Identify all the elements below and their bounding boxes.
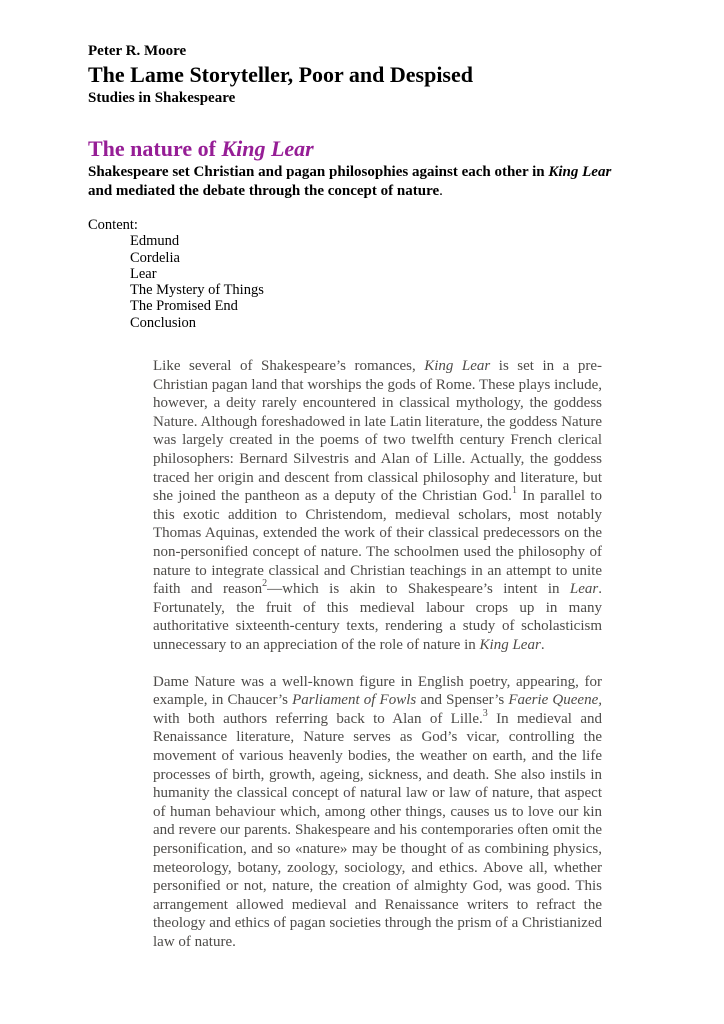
book-title: The Lame Storyteller, Poor and Despised (88, 62, 473, 87)
series-subtitle: Studies in Shakespeare (88, 90, 236, 106)
book-header (88, 41, 612, 108)
contents-item: Lear (130, 265, 157, 282)
contents-item: Conclusion (130, 314, 197, 331)
author-line: Peter R. Moore (88, 43, 187, 59)
contents-block (88, 217, 612, 331)
contents-item: The Promised End (130, 298, 238, 315)
body-text-block (153, 357, 602, 951)
chapter-lede: Shakespeare set Christian and pagan philosophies against each other in King Lear and mediated the debate through the concept of nature. (88, 164, 612, 199)
chapter (88, 136, 612, 951)
body-paragraph-2: Dame Nature was a well-known figure in English poetry, appearing, for example, in Chaucer’s Parliament of Fowls and Spenser’s Faerie Queene, with both authors referring back to Alan of Lille.$^3$ In medieval and Renaissance literature, Nature serves as God’s vicar, controlling the movement of various heavenly bodies, the weather on earth, and the life processes of birth, growth, ageing, sickness, and death. She also instils in humanity the classical concept of natural law or law of nature, that aspect of human behaviour which, among other things, causes us to love our kin and revere our parents. Shakespeare and his contemporaries often omit the personification, and so «nature» may be thought of as combining physics, meteorology, botany, zoology, sociology, and ethics. Above all, whether personified or not, nature, the creation of almighty God, was good. This arrangement allowed medieval and Renaissance writers to refract the theology and ethics of pagan societies through the prism of a Christianized law of nature. (153, 673, 602, 950)
chapter-heading: The nature of King Lear (88, 136, 314, 161)
body-paragraph-1: Like several of Shakespeare’s romances, King Lear is set in a pre-Christian pagan land that worships the gods of Rome. These plays include, however, a deity rarely encountered in classical mythology, the goddess Nature. Although foreshadowed in late Latin literature, the goddess Nature was largely created in the poems of two twelfth century French clerical philosophers: Bernard Silvestris and Alan of Lille. Actually, the goddess traced her origin and descent from classical philosophy and literature, but she joined the pantheon as a deputy of the Christian God.$^1$ In parallel to this exotic addition to Christendom, medieval scholars, most notably Thomas Aquinas, extended the work of their classical predecessors on the non-personified concept of nature. The schoolmen used the philosophy of nature to integrate classical and Christian teachings in an attempt to unite faith and reason$^2$—which is akin to Shakespeare’s intent in Lear. Fortunately, the fruit of this medieval labour crops up in many authoritative sixteenth-century texts, rendering a study of scholasticism unnecessary to an appreciation of the role of nature in King Lear. (153, 358, 602, 653)
contents-label: Content: (88, 217, 138, 233)
contents-list (88, 233, 612, 331)
contents-item: Cordelia (130, 249, 180, 266)
contents-item: Edmund (130, 233, 180, 250)
contents-item: The Mystery of Things (130, 282, 264, 299)
